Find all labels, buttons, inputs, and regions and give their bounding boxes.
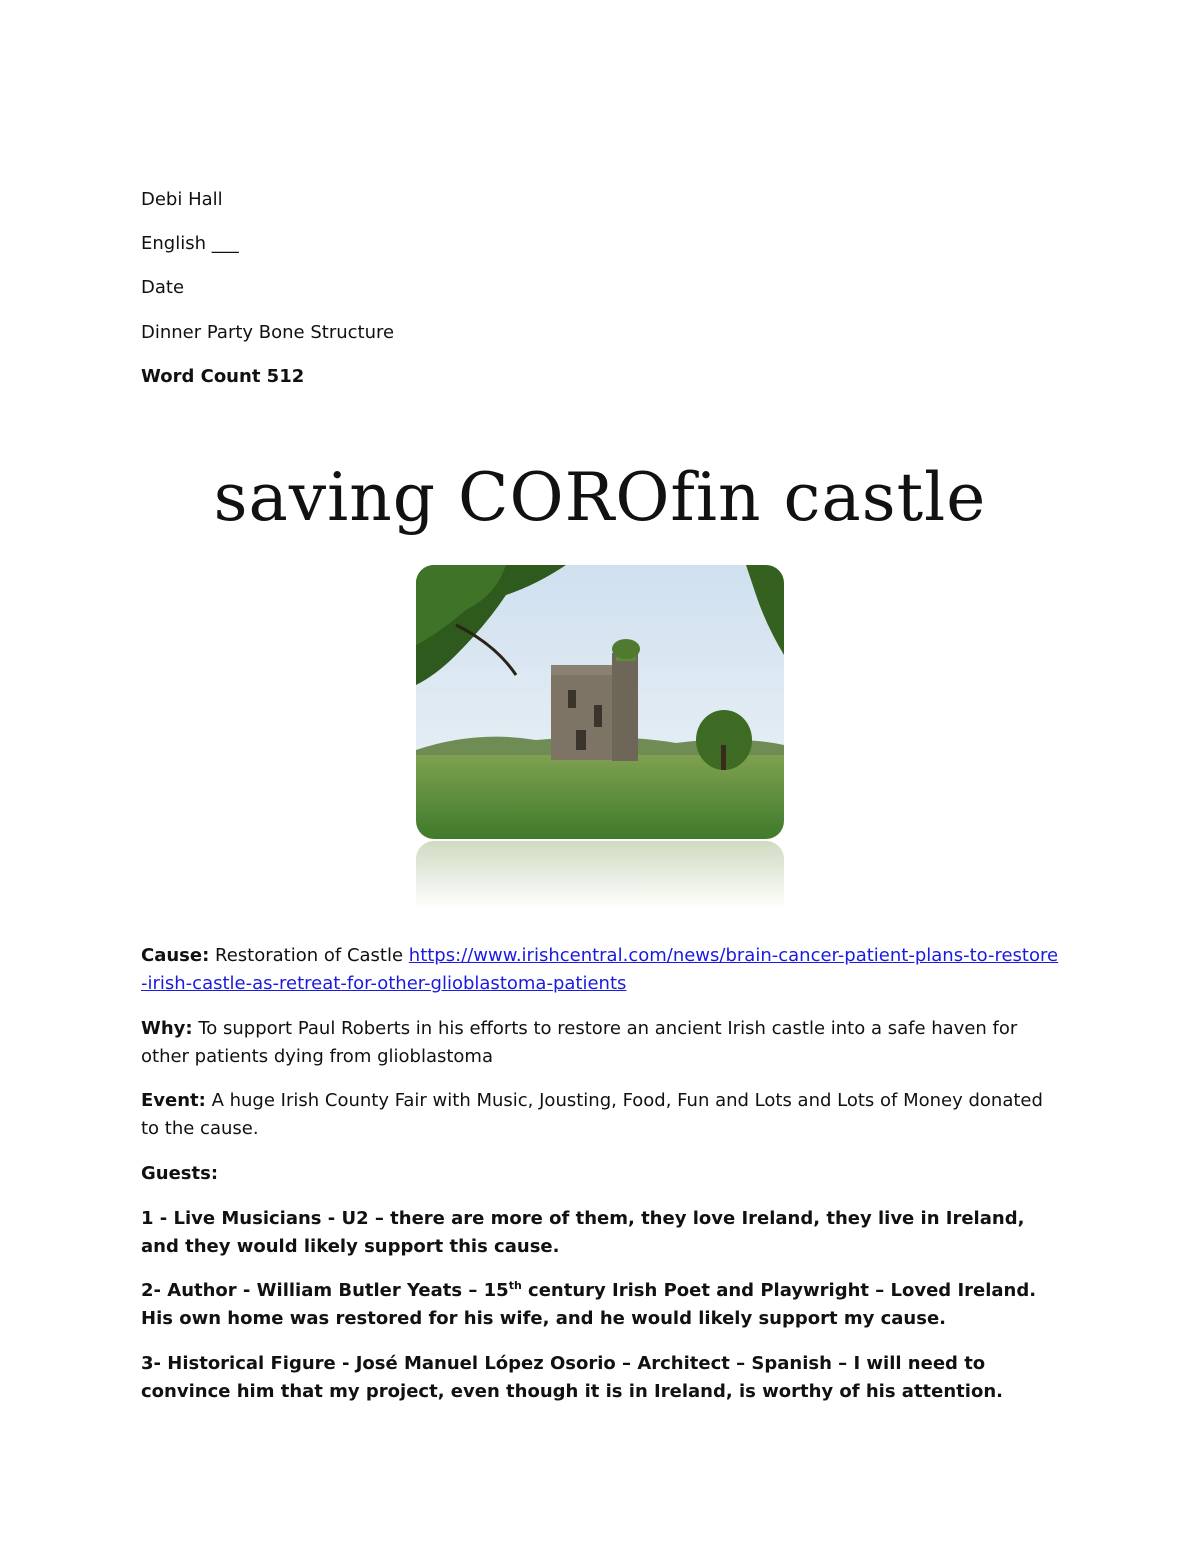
course-line: English ___ bbox=[141, 233, 239, 254]
guest-2-post: century Irish Poet and Playwright – Loved Ireland. His own home was restored for his wife, and he would likely support my cause. bbox=[141, 1280, 1037, 1329]
castle-photo bbox=[416, 565, 784, 839]
photo-reflection bbox=[416, 841, 784, 921]
document-title: saving COROfin castle bbox=[213, 459, 987, 536]
author-name: Debi Hall bbox=[141, 189, 223, 210]
cause-paragraph bbox=[141, 942, 1061, 998]
event-text: A huge Irish County Fair with Music, Jousting, Food, Fun and Lots and Lots of Money donated to the cause. bbox=[141, 1090, 1043, 1139]
guest-2-pre: 2- Author - William Butler Yeats – 15 bbox=[141, 1280, 509, 1301]
why-paragraph bbox=[141, 1015, 1061, 1071]
event-paragraph bbox=[141, 1087, 1061, 1143]
cause-link[interactable]: https://www.irishcentral.com/news/brain-cancer-patient-plans-to-restore-irish-castle-as-retreat-for-other-glioblastoma-patients bbox=[141, 945, 1059, 994]
guest-item-2 bbox=[141, 1277, 1061, 1333]
assignment-title: Dinner Party Bone Structure bbox=[141, 322, 395, 343]
word-count: Word Count 512 bbox=[141, 366, 305, 387]
guest-item-1: 1 - Live Musicians - U2 – there are more of them, they love Ireland, they live in Ireland, and they would likely support this cause. bbox=[141, 1208, 1025, 1257]
why-label: Why: bbox=[141, 1018, 193, 1039]
guest-item-3: 3- Historical Figure - José Manuel López Osorio – Architect – Spanish – I will need to convince him that my project, even though it is in Ireland, is worthy of his attention. bbox=[141, 1353, 1003, 1402]
cause-label: Cause: bbox=[141, 945, 210, 966]
cause-text: Restoration of Castle bbox=[209, 945, 409, 966]
date-line: Date bbox=[141, 277, 185, 298]
event-label: Event: bbox=[141, 1090, 206, 1111]
guest-2-sup: th bbox=[508, 1279, 522, 1292]
guests-heading: Guests: bbox=[141, 1163, 219, 1184]
why-text: To support Paul Roberts in his efforts to restore an ancient Irish castle into a safe haven for other patients dying from glioblastoma bbox=[141, 1018, 1018, 1067]
